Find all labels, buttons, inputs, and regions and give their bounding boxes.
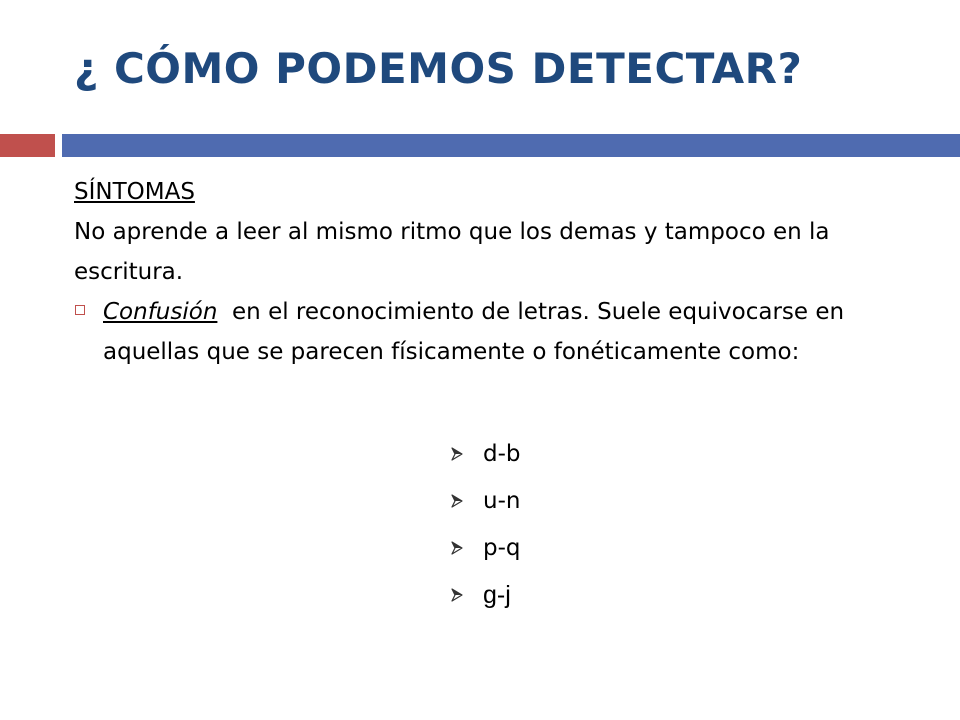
section-heading: SÍNTOMAS bbox=[74, 179, 195, 205]
pair-label: p-q bbox=[483, 535, 521, 561]
bullet-body: en el reconocimiento de letras. Suele equivocarse en aquellas que se parecen físicamente o fonéticamente como: bbox=[103, 299, 852, 365]
list-item bbox=[450, 528, 521, 575]
slide-body bbox=[74, 172, 874, 372]
pair-label: u-n bbox=[483, 488, 521, 514]
arrow-bullet-icon bbox=[450, 541, 464, 555]
pair-label: g-j bbox=[483, 581, 511, 609]
letter-pairs-list bbox=[450, 434, 521, 622]
arrow-bullet-icon bbox=[450, 494, 464, 508]
square-bullet-icon bbox=[75, 305, 85, 315]
list-item bbox=[450, 434, 521, 481]
intro-paragraph: No aprende a leer al mismo ritmo que los demas y tampoco en la escritura. bbox=[74, 219, 830, 285]
list-item bbox=[450, 481, 521, 528]
list-item bbox=[450, 575, 521, 622]
arrow-bullet-icon bbox=[450, 447, 464, 461]
slide-title: ¿ CÓMO PODEMOS DETECTAR? bbox=[74, 44, 803, 93]
pair-label: d-b bbox=[483, 441, 521, 467]
accent-bar-red bbox=[0, 134, 55, 157]
emphasis-word: Confusión bbox=[103, 299, 218, 325]
arrow-bullet-icon bbox=[450, 588, 464, 602]
accent-bar-blue bbox=[62, 134, 960, 157]
bullet-item bbox=[74, 292, 874, 372]
bullet-text bbox=[103, 292, 874, 372]
